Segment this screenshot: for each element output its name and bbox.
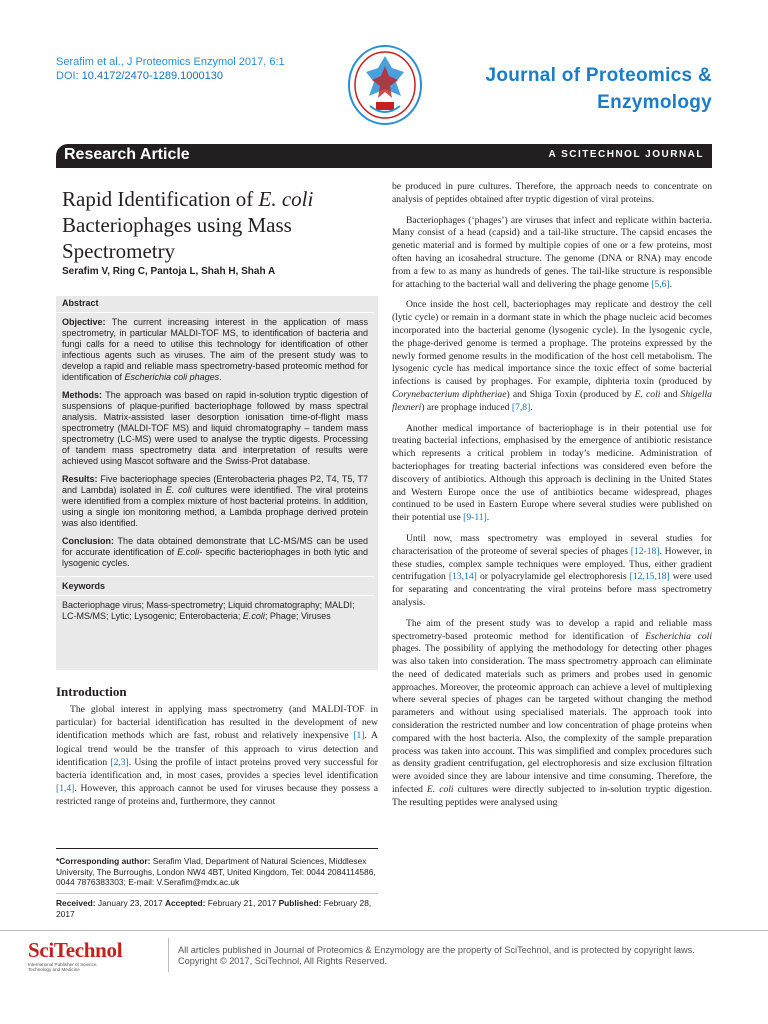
right-column-body: [392, 181, 712, 818]
body-paragraph: Another medical importance of bacteriophage is in their potential use for treating bacterial infections, emphasised by the emergence of antibiotic resistance which represents a critical problem in today’s medicine. Administration of bacteriophages for treating bacterial infections was considered even before the discovery of antibiotics. Although this approach is declining in the United States and Western Europe once the use of antibiotics became widespread, phages continued to be used in Eastern Europe where several studies were published on their potential use [9-11].: [392, 422, 712, 524]
brand-label: A SCITECHNOL JOURNAL: [548, 149, 704, 160]
footer-rule: [0, 930, 768, 931]
body-paragraph: be produced in pure cultures. Therefore, the approach needs to concentrate on analysis of peptides obtained after tryptic digestion of viral proteins.: [392, 181, 712, 205]
publication-dates: Received: January 23, 2017 Accepted: February 21, 2017 Published: February 28, 2017: [56, 898, 372, 919]
footnote-rule: [56, 848, 378, 849]
intro-paragraph: The global interest in applying mass spectrometry (and MALDI-TOF in particular) for bacterial identification has resulted in the development of new identification methods which are fast, robust and relatively inexpensive [1]. A logical trend would be the transfer of this approach to virus detection and identification [2,3]. Using the profile of intact proteins proved very successful for bacteria identification and, in most cases, provides a species level identification [1,4]. However, this approach cannot be used for viruses because they possess a restricted range of proteins and, furthermore, they cannot: [56, 704, 378, 808]
body-paragraph: Bacteriophages (‘phages’) are viruses that infect and replicate within bacteria. Many consist of a head (capsid) and a tail-like structure. The capsid encases the genetic material and is formed by multiple copies of one or a few proteins, most often having an icosahedral structure. The genome (DNA or RNA) may encode from a few to as many as hundreds of genes. The tail-like structure is responsible for attaching to the bacterial wall and delivering the phage genome [5,6].: [392, 214, 712, 290]
article-banner: [56, 144, 712, 168]
doi-line: DOI: 10.4172/2470-1289.1000130: [56, 70, 223, 82]
body-paragraph: Once inside the host cell, bacteriophages may replicate and destroy the cell (lytic cycle) or remain in a dormant state in which the phage nucleic acid becomes incorporated into the bacterial genome (lysogenic cycle). In the lysogenic cycle, the phage-derived genome is termed a prophage. The proteins expressed by the newly formed genome results in the modification of the host cell metabolism. The lysogenic cycle has medical importance since the toxic effect of some bacterial infections is caused by prophages. For example, diphteria toxin (produced by Corynebacterium diphtheriae) and Shiga Toxin (produced by E. coli and Shigella flexneri) are prophage induced [7,8].: [392, 299, 712, 413]
doi-link[interactable]: 10.4172/2470-1289.1000130: [81, 70, 223, 82]
dates-rule: [56, 893, 378, 894]
introduction-heading: Introduction: [56, 684, 127, 699]
body-paragraph: Until now, mass spectrometry was employed in several studies for characterisation of the proteome of several species of phages [12-18]. However, in these studies, complex sample techniques were employed. Thus, either gradient centrifugation [13,14] or polyacrylamide gel electrophoresis [12,15,18] were used for separating and concentrating the viral proteins before mass spectrometry analysis.: [392, 532, 712, 608]
abstract-conclusion: Conclusion: The data obtained demonstrate that LC-MS/MS can be used for accurate identification of E.coli- specific bacteriophages in both lytic and lysogenic cycles.: [62, 536, 369, 568]
reference-link[interactable]: [9-11]: [463, 512, 487, 524]
reference-link[interactable]: [13,14]: [448, 571, 477, 583]
abstract-box: [56, 296, 378, 670]
keywords-text: Bacteriophage virus; Mass-spectrometry; Liquid chromatography; MALDI; LC-MS/MS; Lytic; Lysogenic; Enterobacteria; E.coli; Phage; Viruses: [62, 600, 355, 621]
abstract-heading: Abstract: [62, 298, 99, 308]
reference-link[interactable]: [12,15,18]: [629, 571, 670, 583]
author-list: Serafim V, Ring C, Pantoja L, Shah H, Shah A: [62, 266, 276, 277]
footer-divider: [168, 938, 169, 972]
reference-link[interactable]: [2,3]: [110, 756, 129, 768]
abstract-objective: Objective: The current increasing interest in the application of mass spectrometry, in particular MALDI-TOF MS, to identification of bacteria and fungi calls for a need to utilise this technology for identification of other infectious agents such as viruses. The aim of the present study was to develop a rapid and reliable mass spectrometry-based proteomic method for identification of Escherichia coli phages.: [62, 317, 368, 382]
citation-line: Serafim et al., J Proteomics Enzymol 2017, 6:1: [56, 56, 285, 68]
reference-link[interactable]: [1]: [353, 730, 365, 742]
keywords-heading: Keywords: [62, 581, 106, 591]
body-paragraph: The aim of the present study was to develop a rapid and reliable mass spectrometry-based proteomic method for identification of Escherichia coli phages. The possibility of applying the methodology for detecting other phages was also taken into consideration. The mass spectrometry approach can eliminate the need of dedicated materials such as primers and probes used in genomic approaches. Moreover, the proteomic approach can achieve a level of multiplexing where several species of phages can be targeted without changing the method parameters and without using specialised materials. The approach took into consideration the restricted number and low concentration of phage proteins when compared with the host bacteria. Also, the complexity of the sample preparation process was taken into account. This was simplified and complex procedures such as density gradient centrifugation, gel electrophoresis and size exclusion filtration were avoided since they are labour intensive and time consuming. Therefore, the infected E. coli cultures were directly subjected to in-solution tryptic digestion. The resulting peptides were analysed using: [392, 617, 713, 808]
copyright-notice: All articles published in Journal of Proteomics & Enzymology are the property of SciTechnol, and is protected by copyright laws. Copyright © 2017, SciTechnol, All Rights Reserved.: [178, 945, 695, 966]
abstract-methods: Methods: The approach was based on rapid in-solution tryptic digestion of suspensions of plaque-purified bacteriophage followed by mass spectral analysis. Matrix-assisted laser desorption ionisation time-of-flight mass spectrometry (MALDI-TOF MS) and liquid chromatography – tandem mass spectrometry (LC-MS) were used to analyse the tryptic digests. Processing of tandem mass spectrometry data and interpretation of results were achieved using Mascot software and the Swiss-Prot database.: [62, 390, 368, 466]
reference-link[interactable]: [5,6]: [651, 278, 670, 290]
corresponding-author: *Corresponding author: Serafim Vlad, Department of Natural Sciences, Middlesex University, The Burroughs, London NW4 4BT, United Kingdom, Tel: 0044 2084114586, 0044 7876383303; E-mail: V.Serafim@mdx.ac.uk: [56, 856, 376, 887]
journal-emblem-icon: [346, 44, 424, 126]
article-title: Rapid Identification of E. coli Bacteriophages using Mass Spectrometry: [62, 187, 314, 263]
reference-link[interactable]: [7,8]: [511, 401, 531, 413]
journal-title: Journal of Proteomics & Enzymology: [485, 65, 712, 113]
article-type: Research Article: [64, 146, 190, 163]
reference-link[interactable]: [1,4]: [56, 783, 75, 795]
introduction-body: [56, 703, 378, 809]
abstract-results: Results: Five bacteriophage species (Enterobacteria phages P2, T4, T5, T7 and Lambda) isolated in E. coli cultures were identified. The viral proteins were identified from a complex mixture of host bacterial proteins. In addition, using a single ion monitoring method, a Lambda prophage derived protein was also identified.: [62, 474, 368, 528]
scitechnol-logo: SciTechnol International Publisher of Science, Technology and Medicine: [28, 938, 123, 972]
reference-link[interactable]: [12-18]: [630, 545, 660, 557]
